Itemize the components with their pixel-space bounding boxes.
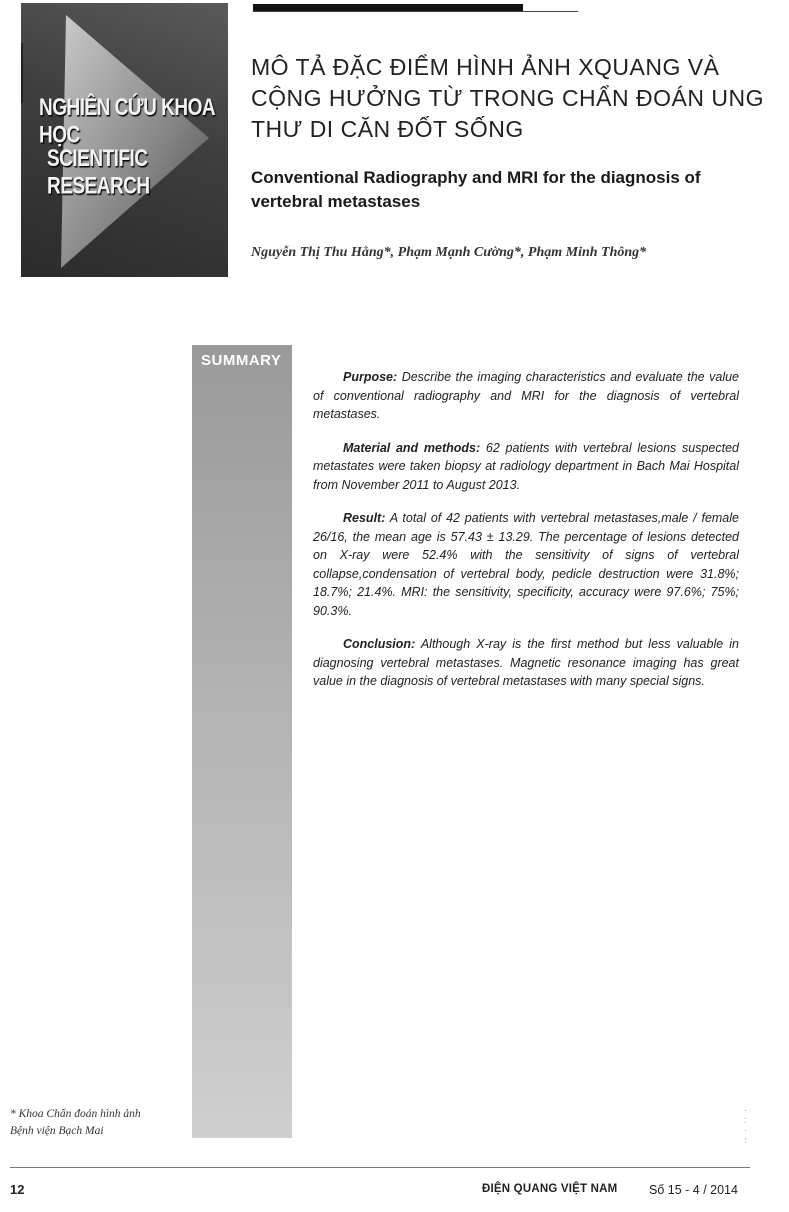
abstract-conclusion	[313, 635, 739, 691]
issue-number: Số 15 - 4 / 2014	[649, 1183, 738, 1197]
conclusion-label: Conclusion:	[343, 637, 416, 651]
abstract-purpose	[313, 368, 739, 424]
summary-heading: SUMMARY	[201, 352, 282, 369]
article-title-vietnamese: MÔ TẢ ĐẶC ĐIỂM HÌNH ẢNH XQUANG VÀ CỘNG HƯỞNG TỪ TRONG CHẨN ĐOÁN UNG THƯ DI CĂN ĐỐT SỐNG	[251, 54, 764, 142]
header-rule-thin	[253, 11, 578, 12]
affiliation-department: * Khoa Chẩn đoán hình ảnh	[10, 1108, 141, 1120]
section-label-vietnamese: NGHIÊN CỨU KHOA HỌC	[39, 95, 215, 149]
purpose-text: Describe the imaging characteristics and evaluate the value of conventional radiography and MRI for the diagnosis of vertebral metastases.	[313, 370, 739, 421]
conclusion-text: Although X-ray is the first method but less valuable in diagnosing vertebral metastases. Magnetic resonance imaging has great value in the diagnosis of vertebral metastases with many special signs.	[313, 637, 739, 688]
summary-sidebar	[192, 345, 292, 1138]
result-label: Result:	[343, 511, 386, 525]
abstract-result	[313, 509, 739, 620]
affiliation-hospital: Bệnh viện Bạch Mai	[10, 1125, 104, 1137]
section-label-english: SCIENTIFIC RESEARCH	[47, 146, 150, 200]
page-number: 12	[10, 1182, 25, 1197]
affiliation-footnote	[10, 1106, 185, 1140]
journal-name: ĐIỆN QUANG VIỆT NAM	[482, 1183, 618, 1195]
methods-text: 62 patients with vertebral lesions suspected metastates were taken biopsy at radiology department in Bach Mai Hospital from November 2011 to August 2013.	[313, 440, 739, 492]
methods-label: Material and methods:	[343, 440, 481, 455]
section-banner	[21, 3, 228, 277]
article-title-english: Conventional Radiography and MRI for the diagnosis of vertebral metastases	[251, 168, 701, 211]
abstract-body	[313, 368, 739, 706]
footer-rule	[10, 1167, 750, 1168]
purpose-label: Purpose:	[343, 370, 398, 384]
header-rule-thick	[253, 4, 523, 11]
author-list: Nguyễn Thị Thu Hằng*, Phạm Mạnh Cường*, Phạm Minh Thông*	[251, 245, 647, 260]
scan-specks: · : · :	[744, 1105, 747, 1145]
result-text: A total of 42 patients with vertebral metastases,male / female 26/16, the mean age is 57.43 ± 13.29. The percentage of lesions detected on X-ray were 52.4% with the sensitivity of signs of vertebral collapse,condensation of vertebral body, pedicle destruction were 31.8%; 18.7%; 21.4%. MRI: the sensitivity, specificity, accuracy were 97.6%; 75%; 90.3%.	[313, 511, 739, 618]
abstract-methods	[313, 439, 739, 495]
